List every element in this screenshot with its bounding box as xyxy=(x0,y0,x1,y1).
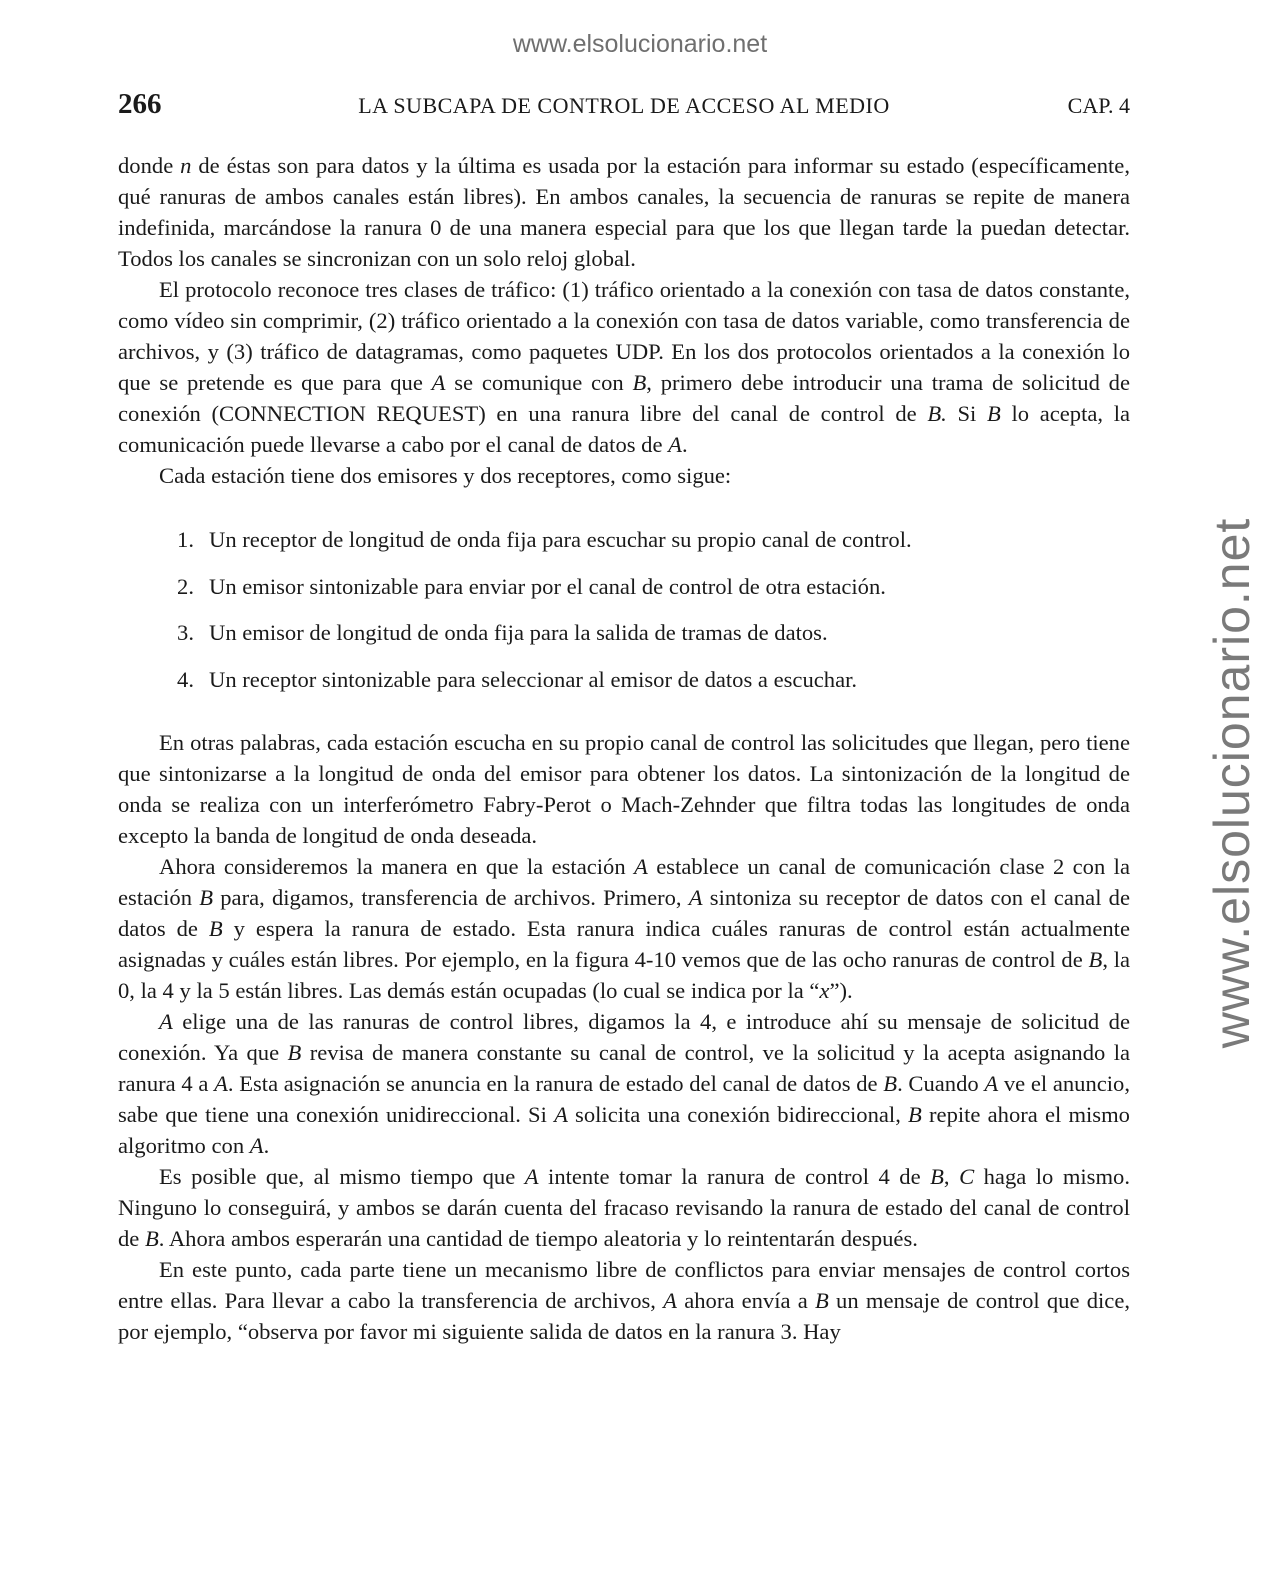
list-item-number: 3. xyxy=(177,620,194,645)
running-header xyxy=(118,88,1130,124)
paragraph-5: Ahora consideremos la manera en que la estación A establece un canal de comunicación clase 2 con la estación B para, digamos, transferencia de archivos. Primero, A sintoniza su receptor de datos con el canal de datos de B y espera la ranura de estado. Esta ranura indica cuáles ranuras de control están actualmente asignadas y cuáles están libres. Por ejemplo, en la figura 4-10 vemos que de las ocho ranuras de control de B, la 0, la 4 y la 5 están libres. Las demás están ocupadas (lo cual se indica por la “x”). xyxy=(118,853,1131,1003)
list-item-number: 1. xyxy=(177,527,194,552)
list-item-text: Un receptor de longitud de onda fija para escuchar su propio canal de control. xyxy=(209,527,912,552)
paragraph-3: Cada estación tiene dos emisores y dos receptores, como sigue: xyxy=(159,463,732,488)
paragraph-6: A elige una de las ranuras de control libres, digamos la 4, e introduce ahí su mensaje de solicitud de conexión. Ya que B revisa de manera constante su canal de control, ve la solicitud y la acepta asignando la ranura 4 a A. Esta asignación se anuncia en la ranura de estado del canal de datos de B. Cuando A ve el anuncio, sabe que tiene una conexión unidireccional. Si A solicita una conexión bidireccional, B repite ahora el mismo algoritmo con A. xyxy=(118,1008,1131,1158)
list-item xyxy=(118,571,1130,602)
page-number: 266 xyxy=(118,88,162,120)
list-item xyxy=(118,664,1130,695)
side-watermark: www.elsolucionario.net xyxy=(1204,517,1260,1049)
list-item xyxy=(118,617,1130,648)
paragraph-4: En otras palabras, cada estación escucha en su propio canal de control las solicitudes que llegan, pero tiene que sintonizarse a la longitud de onda del emisor para obtener los datos. La sintonización de la longitud de onda se realiza con un interferómetro Fabry-Perot o Mach-Zehnder que filtra todas las longitudes de onda excepto la banda de longitud de onda deseada. xyxy=(118,729,1130,848)
paragraph-1: donde n de éstas son para datos y la última es usada por la estación para informar su estado (específicamente, qué ranuras de ambos canales están libres). En ambos canales, la secuencia de ranuras se repite de manera indefinida, marcándose la ranura 0 de una manera especial para que los que llegan tarde la puedan detectar. Todos los canales se sincronizan con un solo reloj global. xyxy=(118,153,1130,271)
list-item-text: Un receptor sintonizable para seleccionar al emisor de datos a escuchar. xyxy=(209,666,858,692)
top-watermark: www.elsolucionario.net xyxy=(512,30,768,58)
list-item-number: 2. xyxy=(177,573,194,599)
page-body xyxy=(118,150,1130,1347)
list-item-text: Un emisor sintonizable para enviar por el canal de control de otra estación. xyxy=(209,573,886,599)
paragraph-8: En este punto, cada parte tiene un mecanismo libre de conflictos para enviar mensajes de control cortos entre ellas. Para llevar a cabo la transferencia de archivos, A ahora envía a B un mensaje de control que dice, por ejemplo, “observa por favor mi siguiente salida de datos en la ranura 3. Hay xyxy=(118,1256,1131,1344)
chapter-title: LA SUBCAPA DE CONTROL DE ACCESO AL MEDIO xyxy=(358,93,890,118)
paragraph-7: Es posible que, al mismo tiempo que A intente tomar la ranura de control 4 de B, C haga lo mismo. Ninguno lo conseguirá, y ambos se darán cuenta del fracaso revisando la ranura de estado del canal de control de B. Ahora ambos esperarán una cantidad de tiempo aleatoria y lo reintentarán después. xyxy=(118,1163,1130,1251)
paragraph-2: El protocolo reconoce tres clases de tráfico: (1) tráfico orientado a la conexión con tasa de datos constante, como vídeo sin comprimir, (2) tráfico orientado a la conexión con tasa de datos variable, como transferencia de archivos, y (3) tráfico de datagramas, como paquetes UDP. En los dos protocolos orientados a la conexión lo que se pretende es que para que A se comunique con B, primero debe introducir una trama de solicitud de conexión (CONNECTION REQUEST) en una ranura libre del canal de control de B. Si B lo acepta, la comunicación puede llevarse a cabo por el canal de datos de A. xyxy=(118,277,1131,457)
chapter-reference: CAP. 4 xyxy=(1067,93,1130,118)
list-item-number: 4. xyxy=(177,666,194,692)
list-item xyxy=(118,524,1130,555)
transceiver-list xyxy=(118,524,1130,695)
list-item-text: Un emisor de longitud de onda fija para la salida de tramas de datos. xyxy=(209,620,828,645)
